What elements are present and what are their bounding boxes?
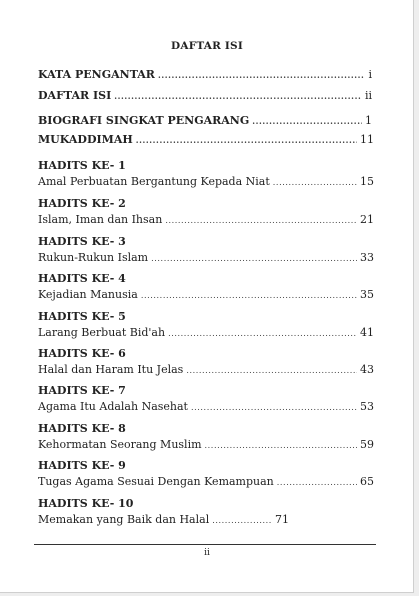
toc-entry-kata-pengantar[interactable] bbox=[38, 68, 372, 82]
toc-entry-biografi[interactable] bbox=[38, 114, 372, 128]
toc-page-number: 59 bbox=[360, 438, 374, 451]
toc-entry-label: Rukun-Rukun Islam bbox=[38, 251, 149, 264]
hadith-heading: HADITS KE- 10 bbox=[38, 497, 134, 510]
hadith-heading: HADITS KE- 3 bbox=[38, 235, 126, 248]
toc-entry-hadith-4[interactable] bbox=[38, 288, 374, 303]
hadith-heading: HADITS KE- 5 bbox=[38, 310, 126, 323]
toc-entry-hadith-2[interactable] bbox=[38, 213, 374, 228]
toc-entry-hadith-9[interactable] bbox=[38, 475, 374, 490]
toc-entry-label: Halal dan Haram Itu Jelas bbox=[38, 363, 184, 376]
dot-leader bbox=[168, 327, 357, 341]
toc-entry-label: Larang Berbuat Bid'ah bbox=[38, 326, 166, 339]
dot-leader bbox=[141, 289, 357, 303]
dot-leader bbox=[252, 114, 362, 128]
dot-leader bbox=[277, 476, 357, 490]
toc-entry-mukaddimah[interactable] bbox=[38, 133, 374, 147]
hadith-heading: HADITS KE- 8 bbox=[38, 422, 126, 435]
toc-entry-label: KATA PENGANTAR bbox=[38, 68, 155, 81]
toc-page-number: 53 bbox=[360, 400, 374, 413]
toc-entry-hadith-5[interactable] bbox=[38, 326, 374, 341]
dot-leader bbox=[191, 401, 357, 415]
dot-leader bbox=[165, 214, 357, 228]
toc-entry-label: Memakan yang Baik dan Halal bbox=[38, 513, 210, 526]
toc-entry-hadith-1[interactable] bbox=[38, 175, 374, 190]
footer-page-number: ii bbox=[204, 548, 210, 558]
toc-entry-label: Agama Itu Adalah Nasehat bbox=[38, 400, 188, 413]
toc-entry-hadith-8[interactable] bbox=[38, 438, 374, 453]
toc-page-number: 43 bbox=[360, 363, 374, 376]
dot-leader bbox=[136, 133, 357, 147]
hadith-heading: HADITS KE- 7 bbox=[38, 384, 126, 397]
toc-entry-daftar-isi[interactable] bbox=[38, 89, 372, 103]
footer-divider bbox=[34, 544, 376, 545]
dot-leader bbox=[114, 89, 362, 103]
toc-page-number: 15 bbox=[360, 175, 374, 188]
toc-entry-label: Islam, Iman dan Ihsan bbox=[38, 213, 163, 226]
toc-entry-label: Amal Perbuatan Bergantung Kepada Niat bbox=[38, 175, 270, 188]
dot-leader bbox=[205, 439, 357, 453]
dot-leader bbox=[273, 176, 357, 190]
toc-entry-hadith-3[interactable] bbox=[38, 251, 374, 266]
toc-page-number: 11 bbox=[360, 133, 374, 146]
dot-leader bbox=[158, 68, 366, 82]
hadith-heading: HADITS KE- 2 bbox=[38, 197, 126, 210]
hadith-heading: HADITS KE- 4 bbox=[38, 272, 126, 285]
toc-page-number: 65 bbox=[360, 475, 374, 488]
toc-entry-label: BIOGRAFI SINGKAT PENGARANG bbox=[38, 114, 250, 127]
page-title: DAFTAR ISI bbox=[171, 40, 243, 52]
toc-page-number: 1 bbox=[365, 114, 372, 127]
toc-entry-label: Tugas Agama Sesuai Dengan Kemampuan bbox=[38, 475, 274, 488]
toc-entry-label: Kejadian Manusia bbox=[38, 288, 138, 301]
dot-leader bbox=[212, 514, 272, 528]
dot-leader bbox=[151, 252, 357, 266]
toc-page-number: 35 bbox=[360, 288, 374, 301]
toc-entry-label: Kehormatan Seorang Muslim bbox=[38, 438, 202, 451]
toc-page-number: 33 bbox=[360, 251, 374, 264]
hadith-heading: HADITS KE- 9 bbox=[38, 459, 126, 472]
toc-entry-hadith-7[interactable] bbox=[38, 400, 374, 415]
dot-leader bbox=[186, 364, 357, 378]
toc-entry-hadith-6[interactable] bbox=[38, 363, 374, 378]
toc-entry-label: MUKADDIMAH bbox=[38, 133, 133, 146]
toc-page-number: 71 bbox=[275, 513, 289, 526]
toc-page-number: i bbox=[368, 68, 372, 81]
toc-entry-label: DAFTAR ISI bbox=[38, 89, 112, 102]
hadith-heading: HADITS KE- 6 bbox=[38, 347, 126, 360]
hadith-heading: HADITS KE- 1 bbox=[38, 159, 126, 172]
toc-page-number: ii bbox=[364, 89, 372, 102]
toc-page-number: 41 bbox=[360, 326, 374, 339]
toc-page-number: 21 bbox=[360, 213, 374, 226]
toc-entry-hadith-10[interactable] bbox=[38, 513, 289, 528]
